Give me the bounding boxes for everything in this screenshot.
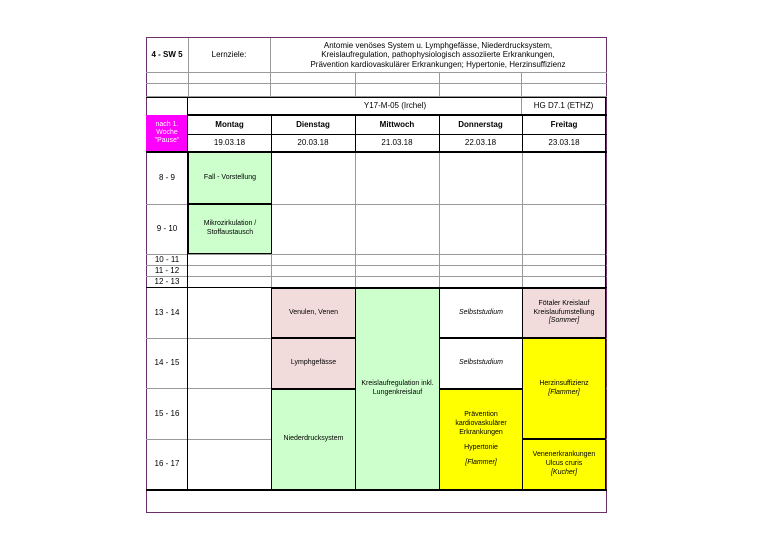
time-13: 13 - 14 (154, 307, 180, 317)
event-selbststudium-1: Selbststudium (439, 288, 523, 338)
time-10: 10 - 11 (154, 254, 180, 264)
time-8: 8 - 9 (158, 173, 175, 182)
event-line: Stoffaustausch (206, 229, 254, 236)
learning-goals (270, 38, 606, 72)
event-praevention-hypertonie (439, 389, 523, 490)
event-line: Prävention (464, 411, 498, 419)
event-line: Lungenkreislauf (372, 389, 423, 396)
date-wednesday: 21.03.18 (381, 138, 413, 147)
time-12: 12 - 13 (154, 276, 180, 286)
location-irchel: Y17-M-05 (Irchel) (363, 100, 427, 110)
event-fall-vorstellung: Fall - Vorstellung (188, 152, 272, 204)
time-9: 9 - 10 (156, 224, 178, 233)
event-line: [Sommer] (548, 317, 580, 325)
time-15: 15 - 16 (154, 408, 180, 418)
time-16: 16 - 17 (154, 459, 180, 468)
event-niederdrucksystem: Niederdrucksystem (271, 389, 356, 490)
event-line: [Flammer] (548, 388, 580, 396)
day-friday: Freitag (550, 119, 578, 129)
date-thursday: 22.03.18 (464, 138, 497, 147)
event-foetaler-kreislauf (522, 288, 606, 338)
event-line: Kreislaufregulation inkl. (361, 380, 434, 388)
time-11: 11 - 12 (154, 265, 180, 275)
location-ethz: HG D7.1 (ETHZ) (533, 100, 594, 110)
goals-line-2: Kreislaufregulation, pathophysiologisch assoziierte Erkrankungen, (321, 50, 555, 60)
event-line: Kreislaufumstellung (533, 308, 595, 316)
event-line: Fötaler Kreislauf (538, 299, 590, 307)
day-monday: Montag (215, 119, 244, 129)
pause-line-2: Woche (156, 129, 178, 137)
day-thursday: Donnerstag (458, 119, 503, 129)
event-venenerkrankungen (522, 439, 606, 490)
day-tuesday: Dienstag (296, 119, 330, 129)
pause-line-3: "Pause" (154, 136, 180, 144)
goals-label: Lernziele: (211, 50, 247, 59)
goals-line-1: Antomie venöses System u. Lymphgefässe, Niederdrucksystem, (323, 41, 553, 51)
pause-line-1: nach 1. (155, 121, 179, 129)
event-line: kardiovaskulärer (455, 419, 507, 427)
date-monday: 19.03.18 (213, 138, 246, 147)
event-line: Erkrankungen (459, 428, 503, 436)
event-line: Hypertonie (464, 444, 498, 452)
event-line: Ulcus cruris (545, 460, 583, 468)
event-selbststudium-2: Selbststudium (439, 338, 523, 389)
goals-line-3: Prävention kardiovaskulärer Erkrankungen; Hypertonie, Herzinsuffizienz (310, 59, 566, 69)
event-line: [Flammer] (465, 459, 497, 467)
event-venulen-venen: Venulen, Venen (271, 288, 356, 338)
week-label: 4 - SW 5 (151, 50, 183, 59)
event-herzinsuffizienz (522, 338, 606, 439)
event-line: Venenerkrankungen (532, 451, 596, 459)
time-14: 14 - 15 (154, 358, 180, 367)
event-lymphgefaesse: Lymphgefässe (271, 338, 356, 389)
day-wednesday: Mittwoch (379, 119, 415, 129)
event-line: Mikrozirkulation / (203, 220, 257, 228)
event-line: Herzinsuffizienz (539, 379, 589, 387)
date-friday: 23.03.18 (548, 138, 580, 147)
date-tuesday: 20.03.18 (297, 138, 329, 147)
event-kreislaufregulation (355, 288, 440, 490)
event-mikrozirkulation (188, 204, 272, 254)
event-line: [Kucher] (550, 468, 578, 476)
pause-note (146, 115, 188, 151)
